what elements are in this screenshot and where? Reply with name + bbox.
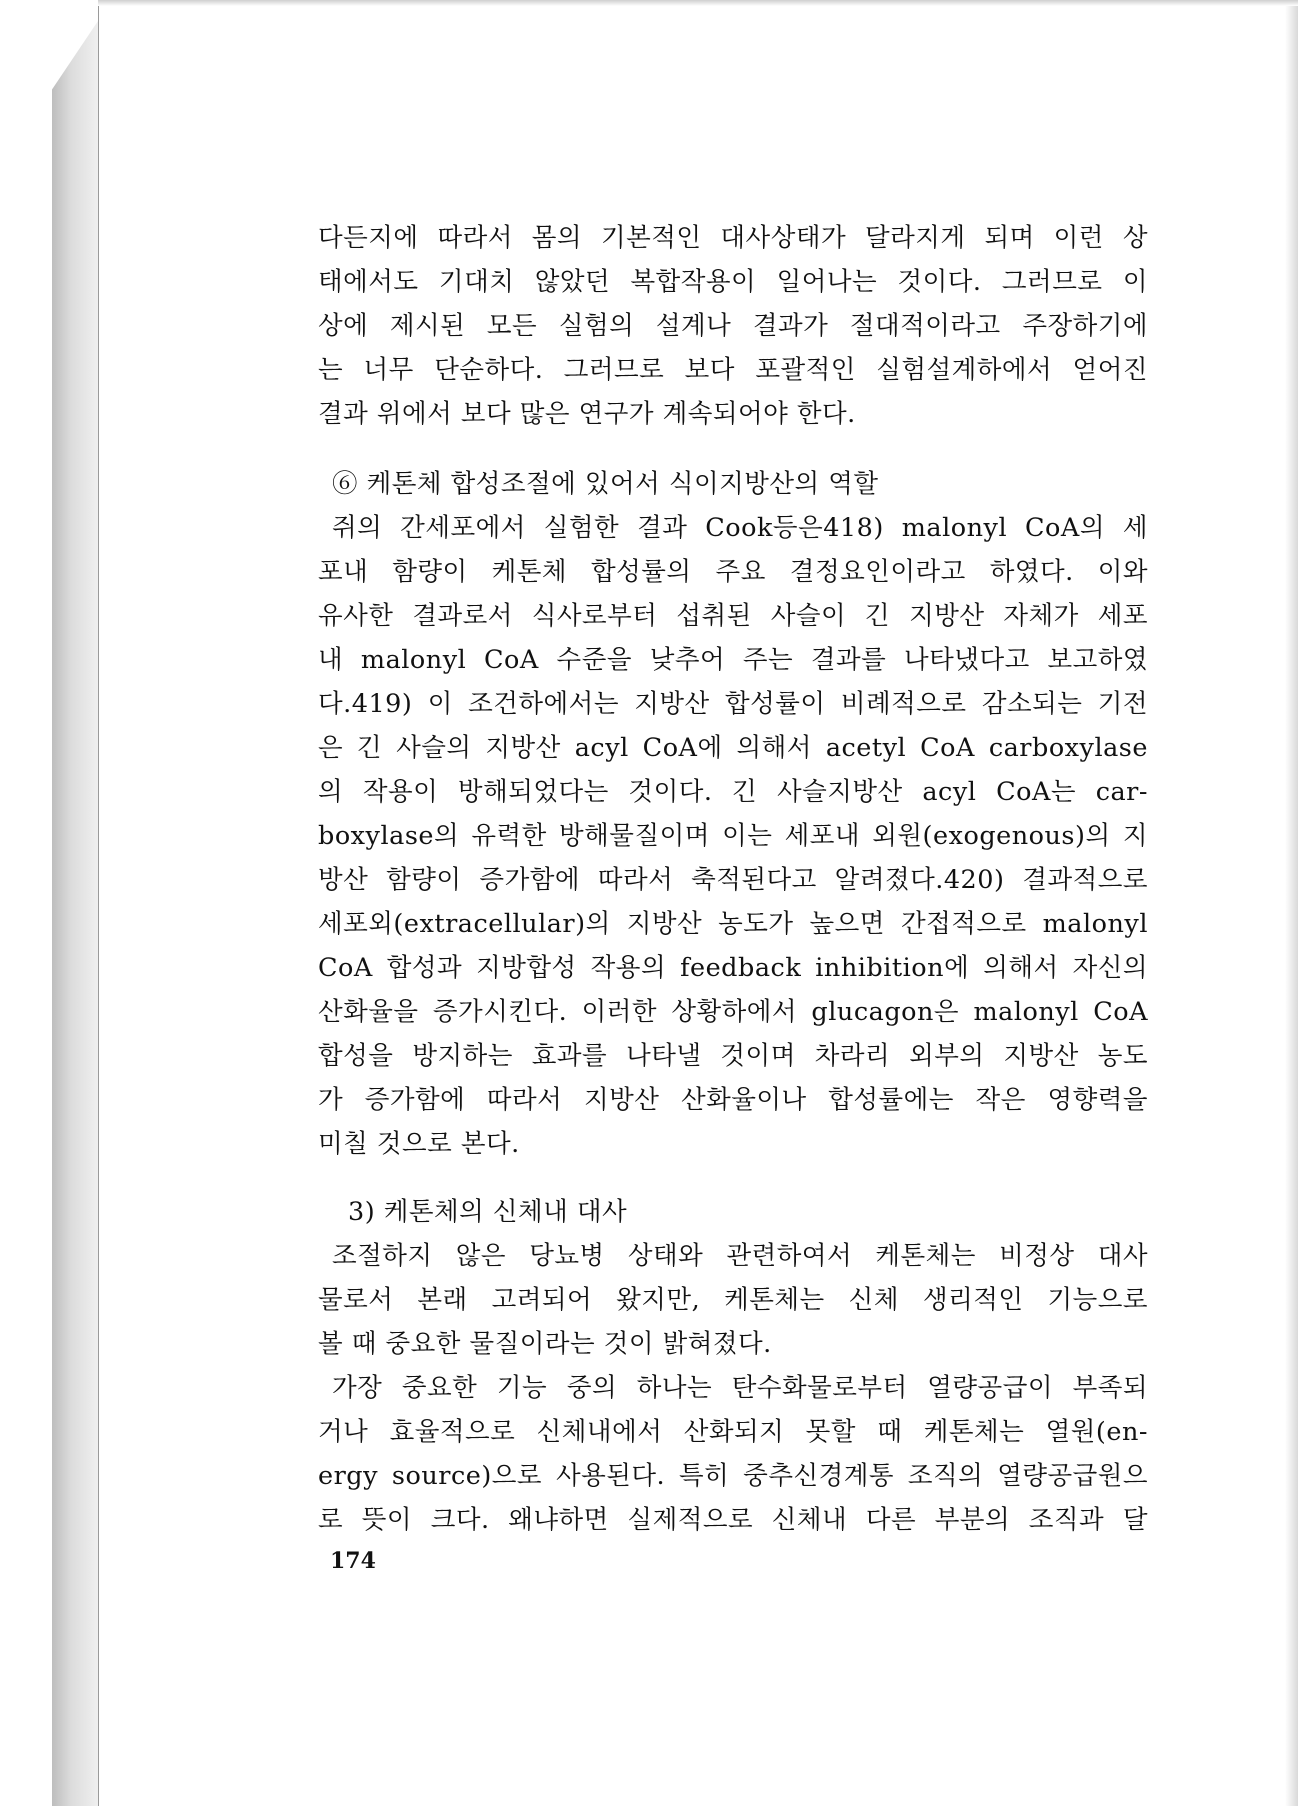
paragraph-2 bbox=[318, 506, 1148, 1166]
text-line: 방산 함량이 증가함에 따라서 축적된다고 알려졌다.420) 결과적으로 bbox=[318, 865, 1148, 895]
text-line: 다.419) 이 조건하에서는 지방산 합성률이 비례적으로 감소되는 기전 bbox=[318, 689, 1148, 719]
page-number: 174 bbox=[330, 1548, 376, 1574]
text-line: 볼 때 중요한 물질이라는 것이 밝혀졌다. bbox=[318, 1329, 772, 1359]
text-line: 합성을 방지하는 효과를 나타낼 것이며 차라리 외부의 지방산 농도 bbox=[318, 1041, 1148, 1071]
text-line: boxylase의 유력한 방해물질이며 이는 세포내 외원(exogenous)의 지 bbox=[318, 821, 1148, 851]
text-line: 포내 함량이 케톤체 합성률의 주요 결정요인이라고 하였다. 이와 bbox=[318, 557, 1148, 587]
text-line: ergy source)으로 사용된다. 특히 중추신경계통 조직의 열량공급원으 bbox=[318, 1461, 1148, 1491]
text-line: 물로서 본래 고려되어 왔지만, 케톤체는 신체 생리적인 기능으로 bbox=[318, 1285, 1148, 1315]
paragraph-1 bbox=[318, 216, 1148, 436]
text-line: 미칠 것으로 본다. bbox=[318, 1129, 520, 1159]
text-line: 세포외(extracellular)의 지방산 농도가 높으면 간접적으로 malonyl bbox=[318, 909, 1148, 939]
text-line: 가장 중요한 기능 중의 하나는 탄수화물로부터 열량공급이 부족되 bbox=[332, 1373, 1148, 1403]
page-top-shadow bbox=[98, 0, 1298, 6]
text-line: 다든지에 따라서 몸의 기본적인 대사상태가 달라지게 되며 이런 상 bbox=[318, 223, 1148, 253]
text-line: 태에서도 기대치 않았던 복합작용이 일어나는 것이다. 그러므로 이 bbox=[318, 267, 1148, 297]
text-line: 의 작용이 방해되었다는 것이다. 긴 사슬지방산 acyl CoA는 car- bbox=[318, 777, 1148, 807]
text-line: 은 긴 사슬의 지방산 acyl CoA에 의해서 acetyl CoA carboxylase bbox=[318, 733, 1148, 763]
text-line: 거나 효율적으로 신체내에서 산화되지 못할 때 케톤체는 열원(en- bbox=[318, 1417, 1148, 1447]
text-line: CoA 합성과 지방합성 작용의 feedback inhibition에 의해서 자신의 bbox=[318, 953, 1148, 983]
text-line: 유사한 결과로서 식사로부터 섭취된 사슬이 긴 지방산 자체가 세포 bbox=[318, 601, 1148, 631]
text-line: 내 malonyl CoA 수준을 낮추어 주는 결과를 나타냈다고 보고하였 bbox=[318, 645, 1148, 675]
text-line: 산화율을 증가시킨다. 이러한 상황하에서 glucagon은 malonyl CoA bbox=[318, 997, 1148, 1027]
paragraph-3 bbox=[318, 1234, 1148, 1366]
text-line: 는 너무 단순하다. 그러므로 보다 포괄적인 실험설계하에서 얻어진 bbox=[318, 355, 1148, 385]
paragraph-4 bbox=[318, 1366, 1148, 1542]
section-3 bbox=[318, 1190, 1148, 1542]
text-line: 상에 제시된 모든 실험의 설계나 결과가 절대적이라고 주장하기에 bbox=[318, 311, 1148, 341]
section-3-heading: 3) 케톤체의 신체내 대사 bbox=[348, 1197, 628, 1227]
text-line: 조절하지 않은 당뇨병 상태와 관련하여서 케톤체는 비정상 대사 bbox=[332, 1241, 1148, 1271]
text-line: 가 증가함에 따라서 지방산 산화율이나 합성률에는 작은 영향력을 bbox=[318, 1085, 1148, 1115]
text-line: 로 뜻이 크다. 왜냐하면 실제적으로 신체내 다른 부분의 조직과 달 bbox=[318, 1505, 1148, 1535]
section-6-heading: ⑥ 케톤체 합성조절에 있어서 식이지방산의 역할 bbox=[332, 469, 879, 499]
book-spine-edge bbox=[52, 18, 100, 1806]
page-right-shadow bbox=[1285, 0, 1298, 1806]
text-line: 쥐의 간세포에서 실험한 결과 Cook등은418) malonyl CoA의 세 bbox=[332, 513, 1148, 543]
text-line: 결과 위에서 보다 많은 연구가 계속되어야 한다. bbox=[318, 399, 856, 429]
section-6 bbox=[318, 462, 1148, 1166]
